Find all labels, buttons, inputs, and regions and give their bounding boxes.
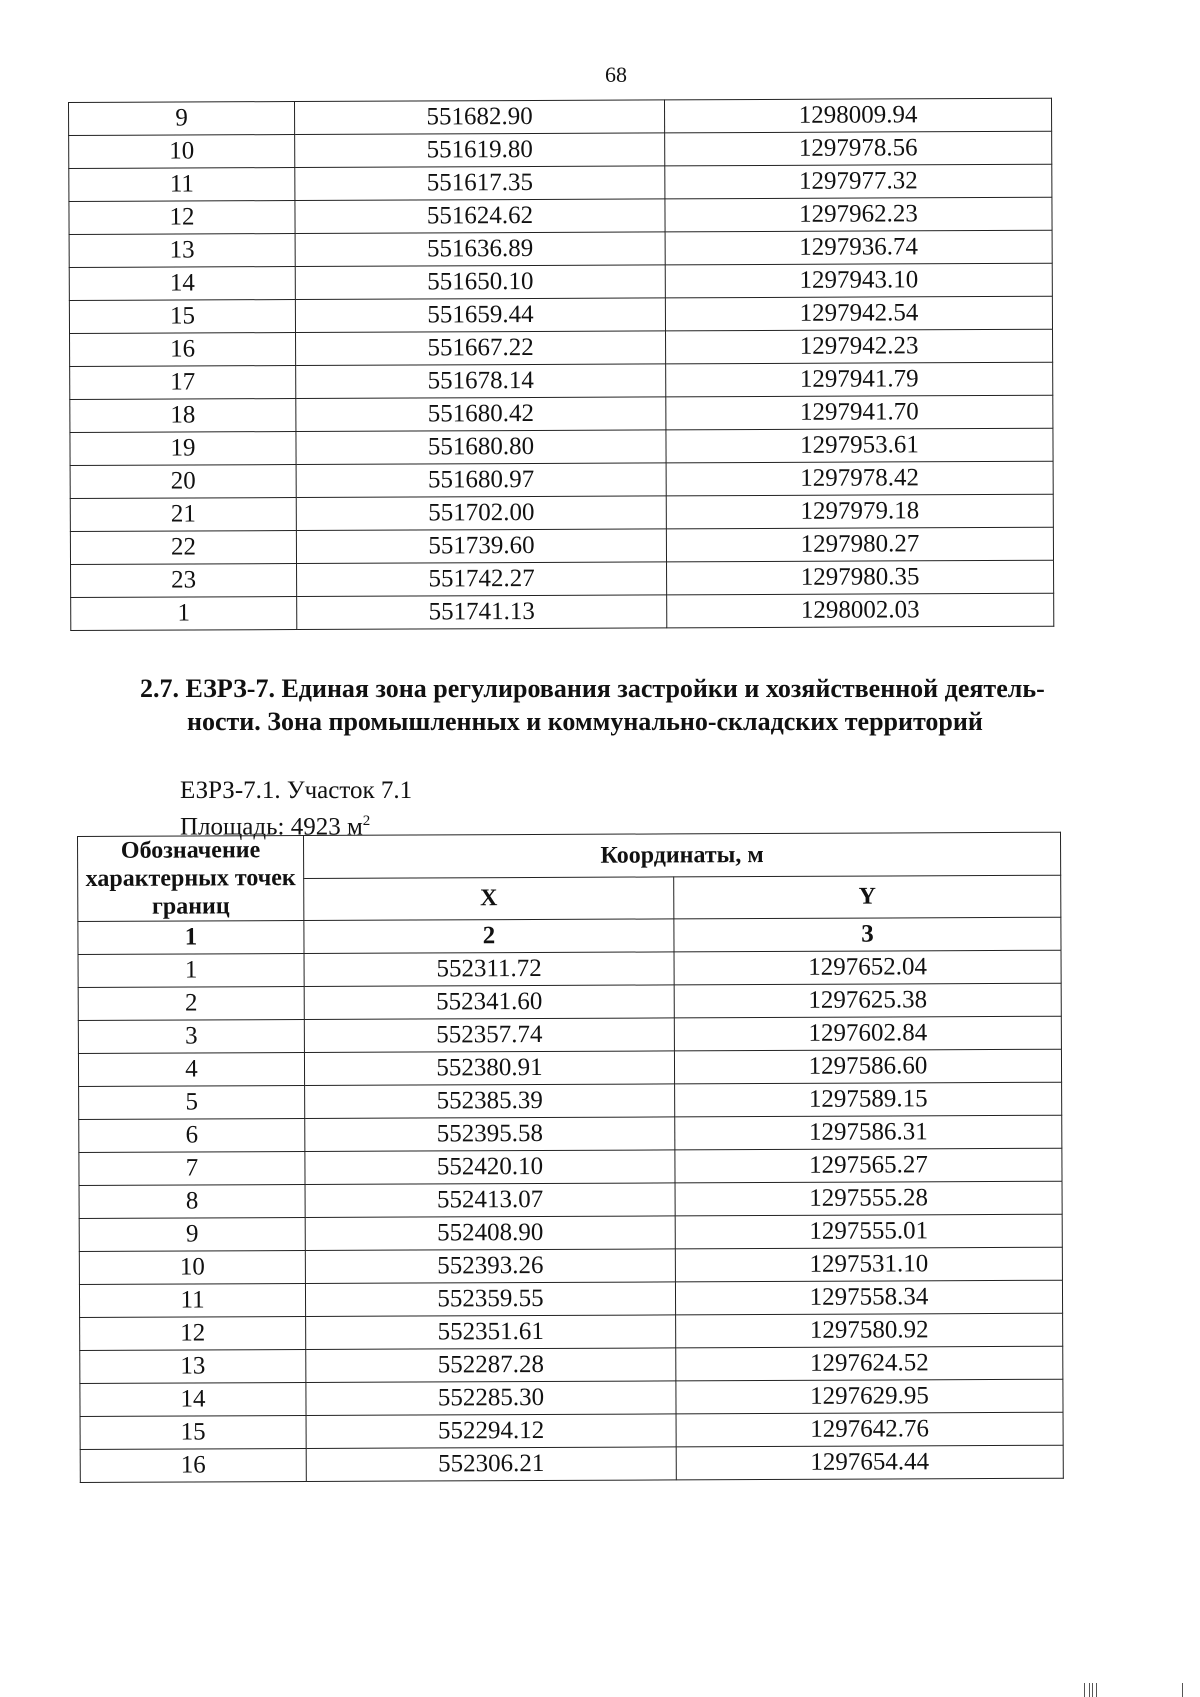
section-heading-line-1: 2.7. ЕЗРЗ-7. Единая зона регулирования застройки и хозяйственной деятель- xyxy=(140,674,1045,703)
header-x: X xyxy=(304,876,674,920)
point-number-cell: 15 xyxy=(69,300,295,334)
x-coordinate-cell: 552306.21 xyxy=(306,1447,676,1482)
point-number-cell: 6 xyxy=(79,1119,305,1153)
x-coordinate-cell: 551624.62 xyxy=(295,199,665,234)
coordinates-table-continued xyxy=(68,98,1054,631)
x-coordinate-cell: 552311.72 xyxy=(304,952,674,987)
table-row xyxy=(69,164,1052,201)
x-coordinate-cell: 552380.91 xyxy=(304,1051,674,1086)
y-coordinate-cell: 1297978.42 xyxy=(666,461,1053,496)
y-coordinate-cell: 1297629.95 xyxy=(676,1379,1063,1414)
table-row xyxy=(79,1247,1062,1284)
table-row xyxy=(69,296,1052,333)
table-row xyxy=(80,1313,1063,1350)
x-coordinate-cell: 551742.27 xyxy=(297,562,667,597)
column-number: 1 xyxy=(78,921,304,955)
point-number-cell: 10 xyxy=(69,135,295,169)
point-number-cell: 18 xyxy=(70,399,296,433)
x-coordinate-cell: 552341.60 xyxy=(304,985,674,1020)
x-coordinate-cell: 551650.10 xyxy=(295,265,665,300)
page-number: 68 xyxy=(605,62,627,87)
x-coordinate-cell: 551636.89 xyxy=(295,232,665,267)
y-coordinate-cell: 1297565.27 xyxy=(675,1148,1062,1183)
table-row xyxy=(69,230,1052,267)
point-number-cell: 7 xyxy=(79,1152,305,1186)
x-coordinate-cell: 551741.13 xyxy=(297,595,667,630)
y-coordinate-cell: 1298002.03 xyxy=(667,593,1054,628)
point-number-cell: 20 xyxy=(70,465,296,499)
table-row xyxy=(80,1346,1063,1383)
table-row xyxy=(79,1214,1062,1251)
plot-name: ЕЗРЗ-7.1. Участок 7.1 xyxy=(180,777,413,804)
x-coordinate-cell: 552413.07 xyxy=(305,1183,675,1218)
point-number-cell: 3 xyxy=(78,1020,304,1054)
table-row xyxy=(69,131,1052,168)
y-coordinate-cell: 1297942.54 xyxy=(665,296,1052,331)
x-coordinate-cell: 552351.61 xyxy=(306,1315,676,1350)
y-coordinate-cell: 1297942.23 xyxy=(666,329,1053,364)
plot-info xyxy=(180,775,412,842)
table-row xyxy=(71,593,1054,630)
y-coordinate-cell: 1297980.27 xyxy=(666,527,1053,562)
x-coordinate-cell: 552285.30 xyxy=(306,1381,676,1416)
point-number-cell: 21 xyxy=(70,498,296,532)
header-point-label: Обозначение характерных точек границ xyxy=(78,836,304,922)
table-body xyxy=(78,950,1063,1482)
point-number-cell: 11 xyxy=(79,1284,305,1318)
y-coordinate-cell: 1297941.70 xyxy=(666,395,1053,430)
point-number-cell: 12 xyxy=(69,201,295,235)
y-coordinate-cell: 1297625.38 xyxy=(674,983,1061,1018)
x-coordinate-cell: 552408.90 xyxy=(305,1216,675,1251)
header-y: Y xyxy=(674,875,1061,919)
x-coordinate-cell: 552385.39 xyxy=(305,1084,675,1119)
table-row xyxy=(80,1412,1063,1449)
table-header xyxy=(78,832,1062,954)
x-coordinate-cell: 551680.97 xyxy=(296,463,666,498)
x-coordinate-cell: 552294.12 xyxy=(306,1414,676,1449)
table-row xyxy=(69,197,1052,234)
y-coordinate-cell: 1297642.76 xyxy=(676,1412,1063,1447)
table-row xyxy=(70,461,1053,498)
y-coordinate-cell: 1297941.79 xyxy=(666,362,1053,397)
point-number-cell: 12 xyxy=(80,1317,306,1351)
point-number-cell: 4 xyxy=(78,1053,304,1087)
y-coordinate-cell: 1297943.10 xyxy=(665,263,1052,298)
point-number-cell: 10 xyxy=(79,1251,305,1285)
point-number-cell: 11 xyxy=(69,168,295,202)
table-row xyxy=(80,1445,1063,1482)
x-coordinate-cell: 551619.80 xyxy=(295,133,665,168)
x-coordinate-cell: 552287.28 xyxy=(306,1348,676,1383)
table-row xyxy=(70,395,1053,432)
y-coordinate-cell: 1297602.84 xyxy=(674,1016,1061,1051)
y-coordinate-cell: 1297624.52 xyxy=(676,1346,1063,1381)
x-coordinate-cell: 551680.80 xyxy=(296,430,666,465)
x-coordinate-cell: 551702.00 xyxy=(296,496,666,531)
section-heading-line-2: ности. Зона промышленных и коммунально-складских территорий xyxy=(187,707,983,736)
table-row xyxy=(70,428,1053,465)
plot-area-unit-exponent: 2 xyxy=(362,813,371,829)
y-coordinate-cell: 1297979.18 xyxy=(666,494,1053,529)
table-row xyxy=(79,1082,1062,1119)
point-number-cell: 14 xyxy=(69,267,295,301)
column-number: 2 xyxy=(304,919,674,954)
point-number-cell: 1 xyxy=(71,597,297,631)
table-row xyxy=(79,1148,1062,1185)
column-numbers-row xyxy=(78,917,1061,954)
y-coordinate-cell: 1297936.74 xyxy=(665,230,1052,265)
table-row xyxy=(79,1115,1062,1152)
x-coordinate-cell: 551659.44 xyxy=(295,298,665,333)
point-number-cell: 1 xyxy=(78,954,304,988)
point-number-cell: 2 xyxy=(78,987,304,1021)
y-coordinate-cell: 1297555.01 xyxy=(675,1214,1062,1249)
table-row xyxy=(70,494,1053,531)
point-number-cell: 9 xyxy=(69,102,295,136)
table-row xyxy=(78,950,1061,987)
point-number-cell: 14 xyxy=(80,1383,306,1417)
x-coordinate-cell: 551680.42 xyxy=(296,397,666,432)
x-coordinate-cell: 552357.74 xyxy=(304,1018,674,1053)
point-number-cell: 16 xyxy=(80,1449,306,1483)
point-number-cell: 13 xyxy=(69,234,295,268)
point-number-cell: 15 xyxy=(80,1416,306,1450)
table-row xyxy=(79,1280,1062,1317)
column-number: 3 xyxy=(674,917,1061,952)
point-number-cell: 23 xyxy=(71,564,297,598)
y-coordinate-cell: 1297586.60 xyxy=(674,1049,1061,1084)
table-row xyxy=(80,1379,1063,1416)
y-coordinate-cell: 1297978.56 xyxy=(665,131,1052,166)
table-row xyxy=(69,98,1052,135)
y-coordinate-cell: 1297953.61 xyxy=(666,428,1053,463)
x-coordinate-cell: 551667.22 xyxy=(296,331,666,366)
plot-area-label: Площадь: 4923 м xyxy=(180,813,363,841)
x-coordinate-cell: 551739.60 xyxy=(296,529,666,564)
y-coordinate-cell: 1297652.04 xyxy=(674,950,1061,985)
y-coordinate-cell: 1297586.31 xyxy=(675,1115,1062,1150)
y-coordinate-cell: 1297580.92 xyxy=(676,1313,1063,1348)
x-coordinate-cell: 552393.26 xyxy=(305,1249,675,1284)
scan-marks xyxy=(1070,1683,1200,1697)
point-number-cell: 16 xyxy=(70,333,296,367)
y-coordinate-cell: 1297654.44 xyxy=(676,1445,1063,1480)
y-coordinate-cell: 1297589.15 xyxy=(675,1082,1062,1117)
table-row xyxy=(70,329,1053,366)
x-coordinate-cell: 552395.58 xyxy=(305,1117,675,1152)
table-row xyxy=(78,1049,1061,1086)
point-number-cell: 5 xyxy=(79,1086,305,1120)
header-coordinates: Координаты, м xyxy=(304,832,1061,878)
point-number-cell: 17 xyxy=(70,366,296,400)
table-row xyxy=(79,1181,1062,1218)
point-number-cell: 9 xyxy=(79,1218,305,1252)
x-coordinate-cell: 552359.55 xyxy=(305,1282,675,1317)
x-coordinate-cell: 551678.14 xyxy=(296,364,666,399)
y-coordinate-cell: 1297555.28 xyxy=(675,1181,1062,1216)
y-coordinate-cell: 1298009.94 xyxy=(664,98,1051,133)
y-coordinate-cell: 1297531.10 xyxy=(675,1247,1062,1282)
point-number-cell: 19 xyxy=(70,432,296,466)
coordinates-table-plot-7-1 xyxy=(77,832,1064,1483)
table-row xyxy=(71,560,1054,597)
table-body xyxy=(69,98,1054,630)
y-coordinate-cell: 1297977.32 xyxy=(665,164,1052,199)
x-coordinate-cell: 552420.10 xyxy=(305,1150,675,1185)
y-coordinate-cell: 1297962.23 xyxy=(665,197,1052,232)
table-row xyxy=(69,263,1052,300)
point-number-cell: 8 xyxy=(79,1185,305,1219)
table-row xyxy=(70,362,1053,399)
y-coordinate-cell: 1297558.34 xyxy=(675,1280,1062,1315)
section-heading xyxy=(140,672,1140,738)
point-number-cell: 22 xyxy=(70,531,296,565)
point-number-cell: 13 xyxy=(80,1350,306,1384)
table-row xyxy=(78,983,1061,1020)
table-row xyxy=(70,527,1053,564)
x-coordinate-cell: 551682.90 xyxy=(295,100,665,135)
x-coordinate-cell: 551617.35 xyxy=(295,166,665,201)
y-coordinate-cell: 1297980.35 xyxy=(667,560,1054,595)
table-row xyxy=(78,1016,1061,1053)
